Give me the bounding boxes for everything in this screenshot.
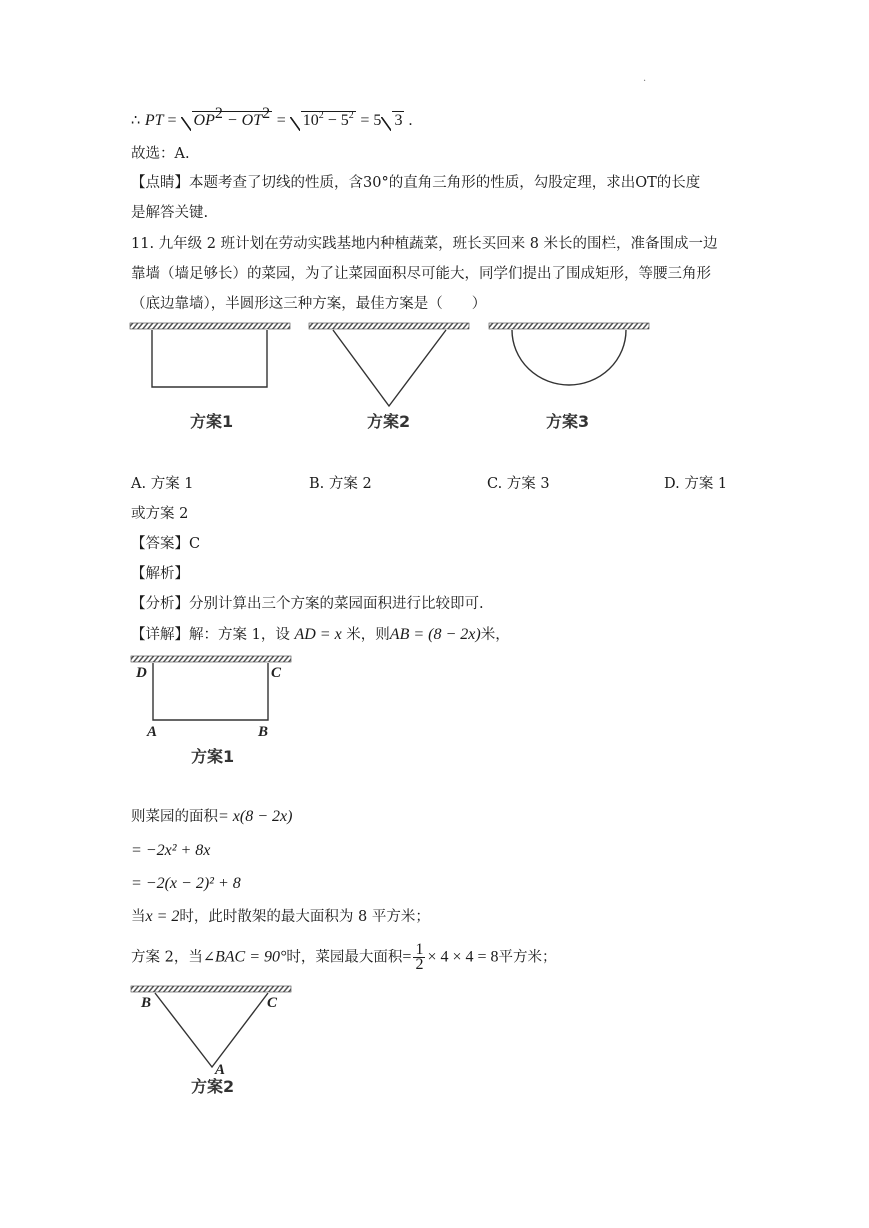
caption-plan3: 方案3 <box>546 412 590 431</box>
caption-plan2: 方案2 <box>367 412 411 431</box>
xiangjie-line: 【详解】解：方案 1，设 AD = x 米，则AB = (8 − 2x)米， <box>131 626 510 643</box>
when-x2-line: 当x = 2时，此时散架的最大面积为 8 平方米； <box>131 908 430 925</box>
ad-equation: AD = x <box>294 626 342 643</box>
option-b: B. 方案 2 <box>309 476 372 492</box>
wall-plan3 <box>489 323 649 329</box>
pt-var: PT <box>144 112 164 129</box>
therefore-line: ∴ PT = $OP^2 - OT^2 = 10^2 - 5^2 = 5$ 3 . <box>131 110 412 132</box>
dianjing-line-2: 是解答关键. <box>131 205 209 221</box>
label2-b: B <box>141 995 152 1011</box>
label-d: D <box>136 665 147 681</box>
option-a: A. 方案 1 <box>131 476 194 492</box>
option-d: D. 方案 1 <box>664 476 728 492</box>
label-a: A <box>147 724 158 740</box>
q11-line-2: 靠墙（墙足够长）的菜园，为了让菜园面积尽可能大，同学们提出了围成矩形，等腰三角形 <box>131 266 711 282</box>
label2-a: A <box>215 1062 226 1078</box>
ab-equation: AB = (8 − 2x) <box>389 626 481 643</box>
sqrt-3: 3 <box>381 110 404 132</box>
figure-plan1-labeled <box>125 652 305 767</box>
page-mark: . <box>643 73 647 84</box>
triangle-plan2 <box>333 330 446 406</box>
label-c: C <box>271 665 282 681</box>
q11-line-1: 11. 九年级 2 班计划在劳动实践基地内种植蔬菜，班长买回来 8 米长的围栏，准备围成一边 <box>131 236 718 252</box>
answer-line: 【答案】C <box>131 536 201 552</box>
fraction-half: $\frac{1}{2}$ <box>415 941 424 973</box>
plan2-line: 方案 2，当∠BAC = 90°时，菜园最大面积= $\frac{1}{2}$ × 4 × 4 = 8平方米； <box>131 941 557 973</box>
caption-fig-plan1: 方案1 <box>191 747 235 766</box>
area-line-1: 则菜园的面积= x(8 − 2x) <box>131 808 293 825</box>
q11-line-3: （底边靠墙），半圆形这三种方案，最佳方案是（ ） <box>131 296 487 312</box>
caption-plan1: 方案1 <box>190 412 234 431</box>
label2-c: C <box>267 995 278 1011</box>
area-line-2: = −2x² + 8x <box>131 842 211 859</box>
area-line-3: = −2(x − 2)² + 8 <box>131 875 241 892</box>
wall-plan1 <box>130 323 290 329</box>
label-b: B <box>258 724 269 740</box>
therefore-symbol: ∴ <box>131 113 145 129</box>
figure-plan2-labeled <box>125 982 305 1097</box>
option-c: C. 方案 3 <box>487 476 550 492</box>
jiexi-line: 【解析】 <box>131 566 189 582</box>
sqrt-10-5: $10^2 - 5^2$ <box>290 110 356 132</box>
guxuan-line: 故选：A. <box>131 146 190 162</box>
wall-plan2 <box>309 323 469 329</box>
semicircle-plan3 <box>512 330 626 385</box>
option-d-cont: 或方案 2 <box>131 506 189 522</box>
caption-fig-plan2: 方案2 <box>191 1077 235 1096</box>
rect-plan1 <box>152 330 267 387</box>
dianjing-line: 【点睛】本题考查了切线的性质，含30°的直角三角形的性质，勾股定理，求出OT的长度 <box>131 175 701 191</box>
figure-options <box>0 318 869 478</box>
sqrt-op-ot: $OP^2 - OT^2$ <box>181 110 273 132</box>
fenxi-line: 【分析】分别计算出三个方案的菜园面积进行比较即可. <box>131 596 484 612</box>
